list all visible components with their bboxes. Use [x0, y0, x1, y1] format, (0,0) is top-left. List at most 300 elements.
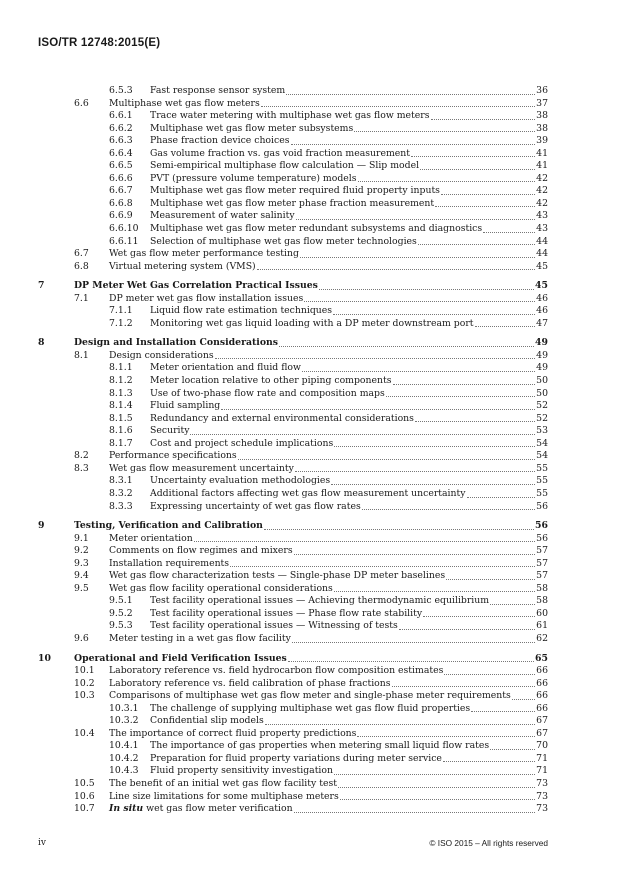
toc-page-number: 42: [536, 172, 548, 184]
toc-entry-title: [109, 293, 548, 306]
toc-entry-title-text: Wet gas flow meter performance testing: [109, 248, 299, 260]
page-footer: [38, 838, 548, 850]
toc-entry-title: [150, 765, 548, 778]
toc-dot-leader: [295, 463, 535, 473]
toc-entry-title-italic: In situ: [109, 803, 144, 815]
toc-subsubsection-entry[interactable]: [38, 198, 548, 211]
toc-subsection-entry[interactable]: [38, 248, 548, 261]
toc-dot-leader: [358, 173, 536, 183]
page-number: iv: [38, 838, 46, 848]
toc-entry-title-text: Confidential slip models: [150, 715, 264, 727]
toc-entry-title-text: Line size limitations for some multiphase meters: [109, 790, 339, 802]
toc-dot-leader: [483, 223, 535, 233]
toc-subsubsection-entry[interactable]: [38, 413, 548, 426]
toc-subsubsection-entry[interactable]: [38, 425, 548, 438]
toc-subsubsection-entry[interactable]: [38, 236, 548, 249]
toc-subsubsection-entry[interactable]: [38, 753, 548, 766]
toc-page-number: 52: [536, 412, 548, 424]
toc-entry-title: [150, 595, 548, 608]
toc-entry-title-text: Installation requirements: [109, 557, 230, 569]
toc-dot-leader: [362, 501, 535, 511]
toc-entry-title-text: Fast response sensor system: [150, 85, 286, 96]
toc-page-number: 44: [536, 235, 548, 247]
toc-entry-title-text: Design considerations: [109, 349, 214, 361]
toc-subsection-entry[interactable]: [38, 261, 548, 274]
toc-page-number: 61: [536, 620, 548, 632]
toc-section-entry[interactable]: [38, 653, 548, 666]
toc-entry-number: 6.6.7: [109, 185, 133, 197]
toc-entry-number: 8.1.1: [109, 362, 133, 374]
toc-page-number: 55: [536, 462, 548, 474]
toc-subsubsection-entry[interactable]: [38, 703, 548, 716]
toc-entry-title: [150, 173, 548, 186]
toc-subsubsection-entry[interactable]: [38, 620, 548, 633]
toc-page-number: 39: [536, 135, 548, 147]
toc-entry-number: 6.6.2: [109, 122, 133, 134]
toc-entry-title-text: Virtual metering system (VMS): [109, 260, 256, 272]
toc-entry-number: 8: [38, 337, 45, 349]
toc-subsubsection-entry[interactable]: [38, 123, 548, 136]
toc-dot-leader: [296, 210, 536, 220]
toc-entry-title: [109, 558, 548, 571]
toc-subsection-entry[interactable]: [38, 350, 548, 363]
toc-subsubsection-entry[interactable]: [38, 223, 548, 236]
toc-dot-leader: [446, 570, 535, 580]
toc-entry-title-text: Comments on flow regimes and mixers: [109, 545, 293, 557]
toc-entry-title: [74, 280, 548, 293]
toc-page-number: 38: [536, 110, 548, 122]
toc-subsection-entry[interactable]: [38, 728, 548, 741]
toc-dot-leader: [334, 438, 535, 448]
toc-entry-title: [150, 715, 548, 728]
toc-entry-number: 10.4.1: [109, 740, 139, 752]
toc-entry-number: 9.5: [74, 582, 89, 594]
toc-page-number: 38: [536, 122, 548, 134]
toc-entry-title-text: The challenge of supplying multiphase wet gas flow fluid properties: [150, 702, 471, 714]
toc-entry-number: 6.6.11: [109, 235, 139, 247]
toc-entry-title-text: Comparisons of multiphase wet gas flow meter and single-phase meter requirements: [109, 690, 511, 702]
toc-entry-title-text: Measurement of water salinity: [150, 210, 295, 222]
toc-dot-leader: [319, 280, 534, 290]
toc-page-number: 41: [536, 160, 548, 172]
toc-subsubsection-entry[interactable]: [38, 595, 548, 608]
toc-page-number: 45: [536, 260, 548, 272]
toc-dot-leader: [279, 337, 534, 347]
toc-entry-title-text: Multiphase wet gas flow meter subsystems: [150, 122, 354, 134]
toc-section-entry[interactable]: [38, 280, 548, 293]
toc-page-number: 56: [536, 532, 548, 544]
toc-entry-number: 7.1.2: [109, 317, 133, 329]
toc-entry-title: [150, 318, 548, 331]
toc-entry-title-text: Wet gas flow characterization tests — Single-phase DP meter baselines: [109, 570, 446, 582]
toc-dot-leader: [354, 123, 535, 133]
toc-entry-title-text: Redundancy and external environmental considerations: [150, 412, 414, 424]
toc-entry-number: 10.5: [74, 777, 95, 789]
toc-subsection-entry[interactable]: [38, 293, 548, 306]
toc-dot-leader: [471, 703, 535, 713]
toc-subsubsection-entry[interactable]: [38, 210, 548, 223]
toc-entry-title: [150, 210, 548, 223]
toc-entry-title: [150, 198, 548, 211]
toc-entry-title-text: Multiphase wet gas flow meters: [109, 97, 260, 109]
toc-section-entry[interactable]: [38, 337, 548, 350]
toc-page-number: 55: [536, 487, 548, 499]
toc-page-number: 44: [536, 248, 548, 260]
toc-subsubsection-entry[interactable]: [38, 715, 548, 728]
toc-dot-leader: [357, 728, 535, 738]
toc-dot-leader: [294, 803, 536, 813]
toc-entry-number: 8.1.2: [109, 375, 133, 387]
toc-subsubsection-entry[interactable]: [38, 318, 548, 331]
toc-entry-title: [109, 791, 548, 804]
toc-entry-title: [109, 778, 548, 791]
toc-entry-title: [150, 400, 548, 413]
toc-page-number: 57: [536, 557, 548, 569]
toc-page-number: 45: [535, 280, 548, 292]
toc-entry-title-text: Multiphase wet gas flow meter required fluid property inputs: [150, 185, 440, 197]
toc-subsubsection-entry[interactable]: [38, 400, 548, 413]
toc-entry-number: 10.4.2: [109, 752, 139, 764]
toc-dot-leader: [334, 765, 535, 775]
toc-entry-title: [109, 350, 548, 363]
toc-entry-title: [150, 305, 548, 318]
toc-entry-title-text: Meter location relative to other piping components: [150, 375, 392, 387]
toc-page-number: 50: [536, 387, 548, 399]
copyright-notice: © ISO 2015 – All rights reserved: [429, 838, 548, 848]
toc-dot-leader: [415, 413, 535, 423]
toc-entry-title: [109, 728, 548, 741]
table-of-contents: [38, 85, 548, 816]
toc-entry-number: 6.6.4: [109, 147, 133, 159]
toc-entry-title: [150, 375, 548, 388]
toc-subsection-entry[interactable]: [38, 583, 548, 596]
toc-dot-leader: [420, 160, 535, 170]
toc-subsubsection-entry[interactable]: [38, 375, 548, 388]
toc-page-number: 43: [536, 223, 548, 235]
toc-subsubsection-entry[interactable]: [38, 488, 548, 501]
toc-page-number: 53: [536, 425, 548, 437]
toc-subsubsection-entry[interactable]: [38, 185, 548, 198]
toc-entry-number: 6.8: [74, 260, 89, 272]
toc-entry-title-text: Meter orientation: [109, 532, 193, 544]
toc-page-number: 36: [536, 85, 548, 96]
toc-page-number: 66: [536, 665, 548, 677]
toc-entry-title-text: DP Meter Wet Gas Correlation Practical Issues: [74, 280, 318, 292]
toc-entry-title-text: Test facility operational issues — Achieving thermodynamic equilibrium: [150, 595, 490, 607]
toc-subsubsection-entry[interactable]: [38, 501, 548, 514]
toc-entry-number: 9.5.3: [109, 620, 133, 632]
toc-entry-title-text: Multiphase wet gas flow meter phase fraction measurement: [150, 197, 435, 209]
toc-page-number: 47: [536, 317, 548, 329]
toc-entry-number: 7.1.1: [109, 305, 133, 317]
toc-dot-leader: [490, 740, 535, 750]
toc-entry-number: 6.5.3: [109, 85, 133, 96]
toc-entry-title-text: Wet gas flow facility operational considerations: [109, 582, 333, 594]
toc-entry-number: 10.7: [74, 803, 95, 815]
toc-entry-title-text: Performance specifications: [109, 450, 237, 462]
toc-dot-leader: [304, 293, 535, 303]
toc-entry-title: [109, 533, 548, 546]
toc-page-number: 57: [536, 545, 548, 557]
toc-page-number: 71: [536, 765, 548, 777]
toc-entry-number: 6.6.3: [109, 135, 133, 147]
toc-entry-number: 10.4.3: [109, 765, 139, 777]
toc-entry-number: 6.6.6: [109, 172, 133, 184]
toc-subsection-entry[interactable]: [38, 463, 548, 476]
toc-entry-title: [74, 520, 548, 533]
toc-page-number: 73: [536, 777, 548, 789]
toc-entry-number: 10.3.2: [109, 715, 139, 727]
toc-subsection-entry[interactable]: [38, 665, 548, 678]
toc-section-entry[interactable]: [38, 520, 548, 533]
toc-page-number: 65: [535, 652, 548, 664]
toc-entry-number: 9.6: [74, 632, 89, 644]
toc-entry-number: 9.1: [74, 532, 89, 544]
toc-dot-leader: [435, 198, 535, 208]
toc-page-number: 56: [535, 520, 548, 532]
toc-page-number: 67: [536, 727, 548, 739]
toc-entry-number: 9.5.2: [109, 607, 133, 619]
toc-subsubsection-entry[interactable]: [38, 388, 548, 401]
toc-entry-title: [150, 148, 548, 161]
toc-subsubsection-entry[interactable]: [38, 438, 548, 451]
toc-entry-title: [109, 678, 548, 691]
toc-page-number: 58: [536, 582, 548, 594]
toc-entry-number: 6.6.5: [109, 160, 133, 172]
toc-page-number: 55: [536, 475, 548, 487]
toc-entry-title-text: Test facility operational issues — Phase flow rate stability: [150, 607, 423, 619]
toc-entry-title-text: Trace water metering with multiphase wet gas flow meters: [150, 110, 430, 122]
toc-dot-leader: [467, 488, 536, 498]
toc-subsection-entry[interactable]: [38, 803, 548, 816]
toc-entry-title-text: Uncertainty evaluation methodologies: [150, 475, 331, 487]
toc-dot-leader: [418, 236, 535, 246]
toc-entry-title: [150, 362, 548, 375]
toc-entry-title: [150, 488, 548, 501]
toc-entry-title: [109, 261, 548, 274]
toc-entry-number: 8.1.6: [109, 425, 133, 437]
toc-dot-leader: [393, 375, 536, 385]
toc-entry-title: [150, 110, 548, 123]
toc-entry-title: [150, 740, 548, 753]
toc-entry-title-text: The importance of correct fluid property predictions: [109, 727, 357, 739]
toc-entry-number: 6.6.1: [109, 110, 133, 122]
toc-entry-number: 6.6.10: [109, 223, 139, 235]
toc-entry-title: [109, 450, 548, 463]
toc-entry-title-text: The importance of gas properties when metering small liquid flow rates: [150, 740, 490, 752]
toc-dot-leader: [431, 110, 536, 120]
toc-entry-number: 10: [38, 652, 51, 664]
toc-subsection-entry[interactable]: [38, 570, 548, 583]
toc-page-number: 73: [536, 790, 548, 802]
toc-entry-title: [74, 653, 548, 666]
toc-subsubsection-entry[interactable]: [38, 740, 548, 753]
toc-entry-title: [109, 583, 548, 596]
toc-dot-leader: [490, 595, 535, 605]
toc-entry-title: [150, 608, 548, 621]
toc-page-number: 46: [536, 292, 548, 304]
toc-entry-number: 9.4: [74, 570, 89, 582]
toc-page-number: 54: [536, 450, 548, 462]
toc-entry-title-text: Gas volume fraction vs. gas void fraction measurement: [150, 147, 411, 159]
toc-subsubsection-entry[interactable]: [38, 135, 548, 148]
toc-entry-title: [109, 248, 548, 261]
toc-subsubsection-entry[interactable]: [38, 305, 548, 318]
toc-entry-title: [150, 85, 548, 98]
toc-entry-title-text: Semi-empirical multiphase flow calculation — Slip model: [150, 160, 420, 172]
toc-entry-number: 8.1.4: [109, 400, 133, 412]
toc-entry-number: 8.3.1: [109, 475, 133, 487]
toc-entry-number: 9.5.1: [109, 595, 133, 607]
toc-dot-leader: [215, 350, 536, 360]
toc-page-number: 43: [536, 210, 548, 222]
toc-subsection-entry[interactable]: [38, 558, 548, 571]
toc-page-number: 66: [536, 690, 548, 702]
toc-dot-leader: [386, 388, 535, 398]
toc-page-number: 71: [536, 752, 548, 764]
toc-entry-title: [109, 463, 548, 476]
toc-entry-number: 6.6.9: [109, 210, 133, 222]
toc-dot-leader: [294, 545, 536, 555]
toc-subsection-entry[interactable]: [38, 450, 548, 463]
toc-dot-leader: [292, 633, 535, 643]
toc-page-number: 37: [536, 97, 548, 109]
toc-entry-title: [150, 160, 548, 173]
toc-entry-title-text: Laboratory reference vs. field calibration of phase fractions: [109, 677, 391, 689]
toc-subsection-entry[interactable]: [38, 690, 548, 703]
toc-subsection-entry[interactable]: [38, 98, 548, 111]
toc-entry-title: [109, 633, 548, 646]
toc-entry-title-text: Preparation for fluid property variations during meter service: [150, 752, 442, 764]
toc-dot-leader: [340, 791, 535, 801]
toc-entry-number: 10.3.1: [109, 702, 139, 714]
toc-entry-number: 8.3.2: [109, 487, 133, 499]
toc-entry-title: [109, 98, 548, 111]
toc-entry-title-text: Fluid sampling: [150, 400, 221, 412]
toc-entry-number: 7: [38, 280, 45, 292]
toc-entry-title-text: Testing, Verification and Calibration: [74, 520, 263, 532]
toc-page-number: 60: [536, 607, 548, 619]
toc-subsubsection-entry[interactable]: [38, 173, 548, 186]
toc-page-number: 42: [536, 185, 548, 197]
toc-entry-title: [109, 665, 548, 678]
toc-entry-number: 10.3: [74, 690, 95, 702]
toc-dot-leader: [333, 305, 535, 315]
toc-dot-leader: [257, 261, 535, 271]
toc-subsection-entry[interactable]: [38, 545, 548, 558]
toc-entry-title-text: Additional factors affecting wet gas flow measurement uncertainty: [150, 487, 466, 499]
toc-page-number: 54: [536, 437, 548, 449]
toc-entry-title-text: Test facility operational issues — Witnessing of tests: [150, 620, 398, 632]
toc-dot-leader: [300, 248, 535, 258]
toc-dot-leader: [238, 450, 535, 460]
toc-dot-leader: [190, 425, 535, 435]
toc-subsection-entry[interactable]: [38, 633, 548, 646]
toc-entry-title-text: Meter testing in a wet gas flow facility: [109, 632, 291, 644]
toc-dot-leader: [475, 318, 536, 328]
toc-entry-title: [150, 135, 548, 148]
toc-page-number: 52: [536, 400, 548, 412]
toc-subsubsection-entry[interactable]: [38, 110, 548, 123]
toc-dot-leader: [423, 608, 535, 618]
toc-entry-title: [109, 570, 548, 583]
toc-entry-title-text: wet gas flow meter verification: [143, 803, 293, 815]
toc-dot-leader: [441, 185, 535, 195]
toc-entry-title: [150, 438, 548, 451]
toc-dot-leader: [334, 583, 535, 593]
toc-entry-title-text: Monitoring wet gas liquid loading with a DP meter downstream port: [150, 317, 474, 329]
toc-page-number: 49: [536, 362, 548, 374]
toc-subsubsection-entry[interactable]: [38, 160, 548, 173]
toc-entry-number: 8.1.5: [109, 412, 133, 424]
toc-subsection-entry[interactable]: [38, 678, 548, 691]
toc-page-number: 41: [536, 147, 548, 159]
toc-entry-number: 8.1: [74, 349, 89, 361]
toc-entry-title: [109, 545, 548, 558]
toc-dot-leader: [392, 678, 536, 688]
toc-dot-leader: [194, 533, 535, 543]
toc-dot-leader: [286, 85, 535, 95]
toc-dot-leader: [261, 98, 535, 108]
toc-subsubsection-entry[interactable]: [38, 362, 548, 375]
toc-page-number: 70: [536, 740, 548, 752]
toc-entry-title-text: Laboratory reference vs. field hydrocarbon flow composition estimates: [109, 665, 444, 677]
toc-entry-title-text: PVT (pressure volume temperature) models: [150, 172, 357, 184]
toc-subsubsection-entry[interactable]: [38, 148, 548, 161]
toc-entry-title: [150, 425, 548, 438]
toc-dot-leader: [331, 475, 535, 485]
toc-subsubsection-entry[interactable]: [38, 608, 548, 621]
toc-entry-number: 6.7: [74, 248, 89, 260]
toc-entry-title: [150, 620, 548, 633]
toc-entry-number: 10.1: [74, 665, 95, 677]
toc-page-number: 57: [536, 570, 548, 582]
toc-subsubsection-entry[interactable]: [38, 85, 548, 98]
document-id-header: ISO/TR 12748:2015(E): [38, 37, 161, 49]
toc-entry-number: 8.3.3: [109, 500, 133, 512]
toc-entry-title-text: Fluid property sensitivity investigation: [150, 765, 333, 777]
toc-subsubsection-entry[interactable]: [38, 475, 548, 488]
toc-entry-title: [109, 690, 548, 703]
toc-entry-title-text: Design and Installation Considerations: [74, 337, 279, 349]
toc-entry-title: [109, 803, 548, 816]
toc-subsection-entry[interactable]: [38, 533, 548, 546]
toc-entry-title-text: Meter orientation and fluid flow: [150, 362, 301, 374]
toc-entry-title-text: Phase fraction device choices: [150, 135, 290, 147]
toc-entry-title-text: Use of two-phase flow rate and composition maps: [150, 387, 385, 399]
toc-page-number: 56: [536, 500, 548, 512]
toc-dot-leader: [230, 558, 535, 568]
toc-entry-number: 7.1: [74, 292, 89, 304]
toc-entry-title: [150, 123, 548, 136]
toc-dot-leader: [291, 135, 536, 145]
toc-entry-title: [150, 501, 548, 514]
toc-page-number: 58: [536, 595, 548, 607]
toc-entry-title-text: The benefit of an initial wet gas flow facility test: [109, 777, 337, 789]
toc-entry-title-text: Expressing uncertainty of wet gas flow rates: [150, 500, 361, 512]
toc-dot-leader: [288, 653, 534, 663]
toc-subsection-entry[interactable]: [38, 778, 548, 791]
toc-entry-title-text: Cost and project schedule implications: [150, 437, 334, 449]
toc-page-number: 42: [536, 197, 548, 209]
toc-page-number: 49: [536, 349, 548, 361]
toc-subsubsection-entry[interactable]: [38, 765, 548, 778]
toc-entry-title-text: Security: [150, 425, 190, 437]
toc-page-number: 67: [536, 715, 548, 727]
toc-entry-number: 8.1.7: [109, 437, 133, 449]
toc-entry-number: 10.6: [74, 790, 95, 802]
toc-subsection-entry[interactable]: [38, 791, 548, 804]
